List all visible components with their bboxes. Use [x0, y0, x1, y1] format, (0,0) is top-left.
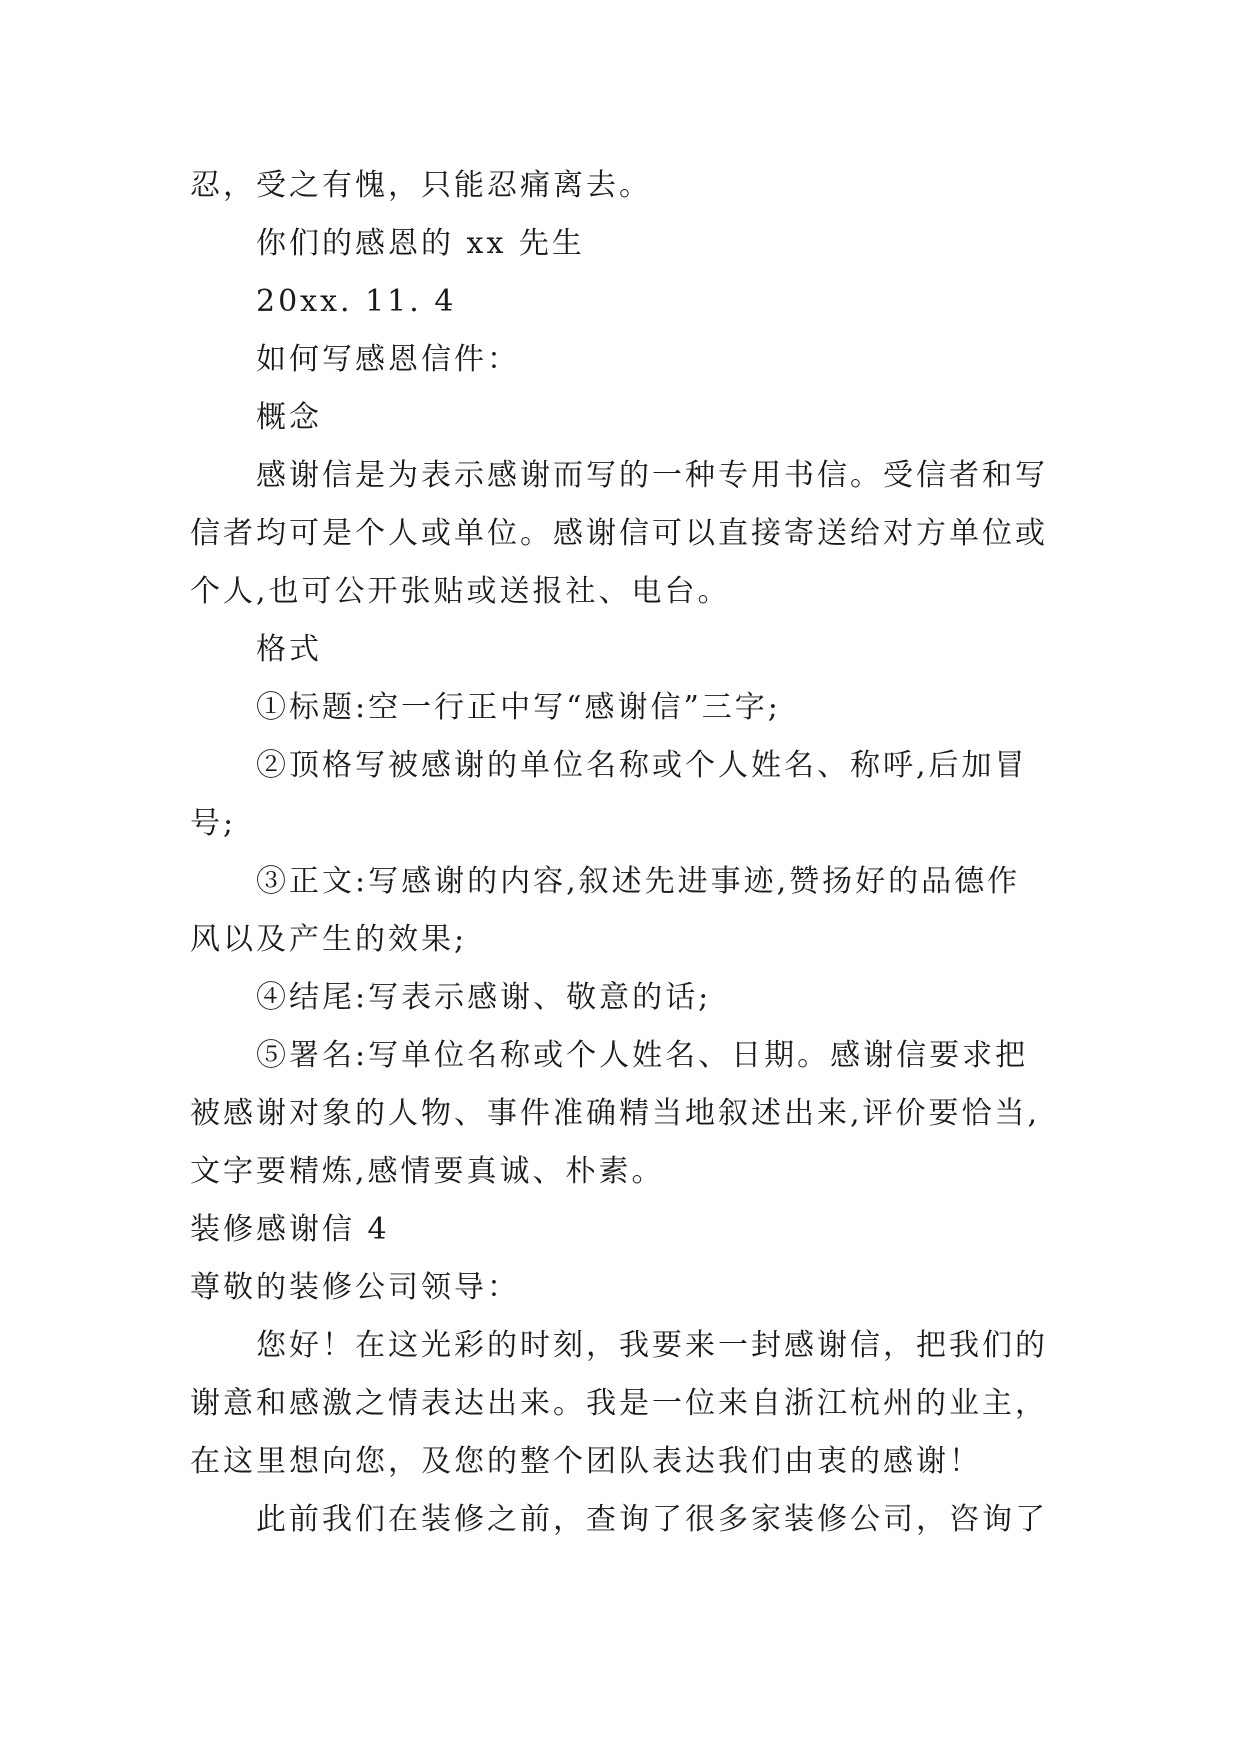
text-line: 谢意和感激之情表达出来。我是一位来自浙江杭州的业主，: [190, 1386, 1048, 1421]
salutation: 尊敬的装修公司领导：: [190, 1270, 520, 1305]
list-item: ①标题:空一行正中写“感谢信”三字;: [256, 690, 781, 725]
letter-title: 装修感谢信 4: [190, 1212, 390, 1247]
list-item: ④结尾:写表示感谢、敬意的话;: [256, 980, 712, 1015]
text-line: 文字要精炼,感情要真诚、朴素。: [190, 1154, 665, 1189]
text-line: 感谢信是为表示感谢而写的一种专用书信。受信者和写: [256, 458, 1048, 493]
section-heading: 概念: [256, 400, 322, 435]
list-item: ②顶格写被感谢的单位名称或个人姓名、称呼,后加冒: [256, 748, 1028, 783]
section-heading: 如何写感恩信件：: [256, 342, 520, 377]
signature-line: 你们的感恩的 xx 先生: [256, 226, 585, 261]
text-line: 被感谢对象的人物、事件准确精当地叙述出来,评价要恰当,: [190, 1096, 1041, 1131]
text-line: 忍，受之有愧，只能忍痛离去。: [190, 168, 652, 203]
section-heading: 格式: [256, 632, 322, 667]
text-line: 风以及产生的效果;: [190, 922, 468, 957]
text-line: 信者均可是个人或单位。感谢信可以直接寄送给对方单位或: [190, 516, 1048, 551]
text-line: 个人,也可公开张贴或送报社、电台。: [190, 574, 731, 609]
text-line: 号;: [190, 806, 237, 841]
list-item: ⑤署名:写单位名称或个人姓名、日期。感谢信要求把: [256, 1038, 1029, 1073]
text-line: 此前我们在装修之前，查询了很多家装修公司，咨询了: [256, 1502, 1048, 1537]
list-item: ③正文:写感谢的内容,叙述先进事迹,赞扬好的品德作: [256, 864, 1021, 899]
date-line: 20xx. 11. 4: [256, 284, 457, 319]
text-line: 您好！在这光彩的时刻，我要来一封感谢信，把我们的: [256, 1328, 1048, 1363]
text-line: 在这里想向您，及您的整个团队表达我们由衷的感谢！: [190, 1444, 982, 1479]
